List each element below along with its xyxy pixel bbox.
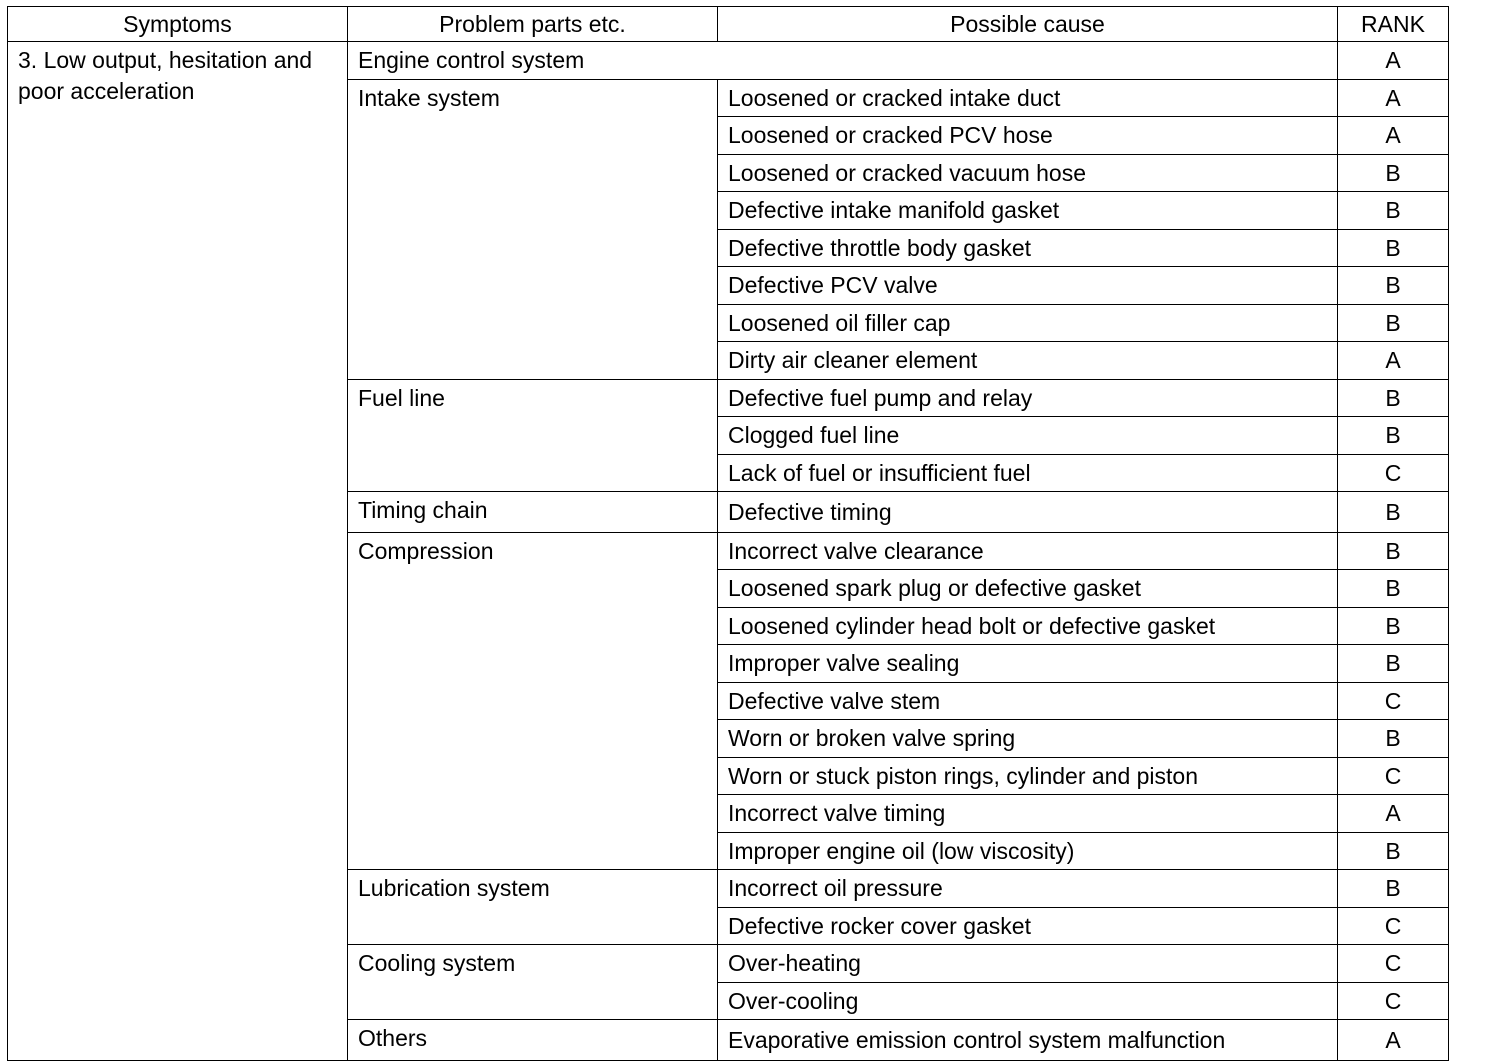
possible-cause-cell: Incorrect valve clearance xyxy=(718,532,1338,570)
problem-part-cell: Cooling system xyxy=(348,945,718,1020)
rank-cell: B xyxy=(1338,417,1449,455)
header-rank: RANK xyxy=(1338,7,1449,42)
engine-control-part: Engine control system xyxy=(348,42,1338,80)
possible-cause-cell: Defective timing xyxy=(718,492,1338,533)
rank-cell: B xyxy=(1338,645,1449,683)
rank-cell: B xyxy=(1338,607,1449,645)
possible-cause-cell: Incorrect valve timing xyxy=(718,795,1338,833)
possible-cause-cell: Worn or broken valve spring xyxy=(718,720,1338,758)
rank-cell: C xyxy=(1338,682,1449,720)
possible-cause-cell: Defective fuel pump and relay xyxy=(718,379,1338,417)
possible-cause-cell: Evaporative emission control system malfunction xyxy=(718,1020,1338,1061)
possible-cause-cell: Loosened or cracked PCV hose xyxy=(718,117,1338,155)
rank-cell: B xyxy=(1338,570,1449,608)
rank-cell: A xyxy=(1338,1020,1449,1061)
rank-cell: C xyxy=(1338,982,1449,1020)
possible-cause-cell: Defective rocker cover gasket xyxy=(718,907,1338,945)
rank-cell: A xyxy=(1338,79,1449,117)
possible-cause-cell: Loosened spark plug or defective gasket xyxy=(718,570,1338,608)
possible-cause-cell: Defective PCV valve xyxy=(718,267,1338,305)
possible-cause-cell: Over-cooling xyxy=(718,982,1338,1020)
header-problem-parts: Problem parts etc. xyxy=(348,7,718,42)
possible-cause-cell: Defective intake manifold gasket xyxy=(718,192,1338,230)
problem-part-cell: Fuel line xyxy=(348,379,718,492)
rank-cell: A xyxy=(1338,342,1449,380)
rank-cell: B xyxy=(1338,532,1449,570)
engine-control-rank: A xyxy=(1338,42,1449,80)
rank-cell: B xyxy=(1338,304,1449,342)
possible-cause-cell: Loosened cylinder head bolt or defective gasket xyxy=(718,607,1338,645)
possible-cause-cell: Defective valve stem xyxy=(718,682,1338,720)
rank-cell: C xyxy=(1338,945,1449,983)
header-possible-cause: Possible cause xyxy=(718,7,1338,42)
possible-cause-cell: Worn or stuck piston rings, cylinder and piston xyxy=(718,757,1338,795)
rank-cell: C xyxy=(1338,454,1449,492)
problem-part-cell: Compression xyxy=(348,532,718,870)
rank-cell: B xyxy=(1338,492,1449,533)
possible-cause-cell: Incorrect oil pressure xyxy=(718,870,1338,908)
possible-cause-cell: Loosened or cracked intake duct xyxy=(718,79,1338,117)
possible-cause-cell: Improper valve sealing xyxy=(718,645,1338,683)
rank-cell: B xyxy=(1338,720,1449,758)
problem-part-cell: Timing chain xyxy=(348,492,718,533)
diagnosis-table xyxy=(7,6,1449,1061)
rank-cell: B xyxy=(1338,192,1449,230)
possible-cause-cell: Dirty air cleaner element xyxy=(718,342,1338,380)
rank-cell: A xyxy=(1338,117,1449,155)
symptom-cell: 3. Low output, hesitation and poor acceleration xyxy=(8,42,348,1061)
possible-cause-cell: Loosened oil filler cap xyxy=(718,304,1338,342)
possible-cause-cell: Loosened or cracked vacuum hose xyxy=(718,154,1338,192)
rank-cell: B xyxy=(1338,267,1449,305)
table-body xyxy=(8,42,1449,1061)
header-symptoms: Symptoms xyxy=(8,7,348,42)
rank-cell: B xyxy=(1338,870,1449,908)
header-row xyxy=(8,7,1449,42)
problem-part-cell: Intake system xyxy=(348,79,718,379)
table-row xyxy=(8,42,1449,80)
possible-cause-cell: Lack of fuel or insufficient fuel xyxy=(718,454,1338,492)
rank-cell: B xyxy=(1338,229,1449,267)
rank-cell: B xyxy=(1338,832,1449,870)
possible-cause-cell: Defective throttle body gasket xyxy=(718,229,1338,267)
possible-cause-cell: Over-heating xyxy=(718,945,1338,983)
rank-cell: C xyxy=(1338,907,1449,945)
rank-cell: C xyxy=(1338,757,1449,795)
problem-part-cell: Others xyxy=(348,1020,718,1061)
rank-cell: B xyxy=(1338,379,1449,417)
problem-part-cell: Lubrication system xyxy=(348,870,718,945)
rank-cell: A xyxy=(1338,795,1449,833)
possible-cause-cell: Improper engine oil (low viscosity) xyxy=(718,832,1338,870)
rank-cell: B xyxy=(1338,154,1449,192)
possible-cause-cell: Clogged fuel line xyxy=(718,417,1338,455)
